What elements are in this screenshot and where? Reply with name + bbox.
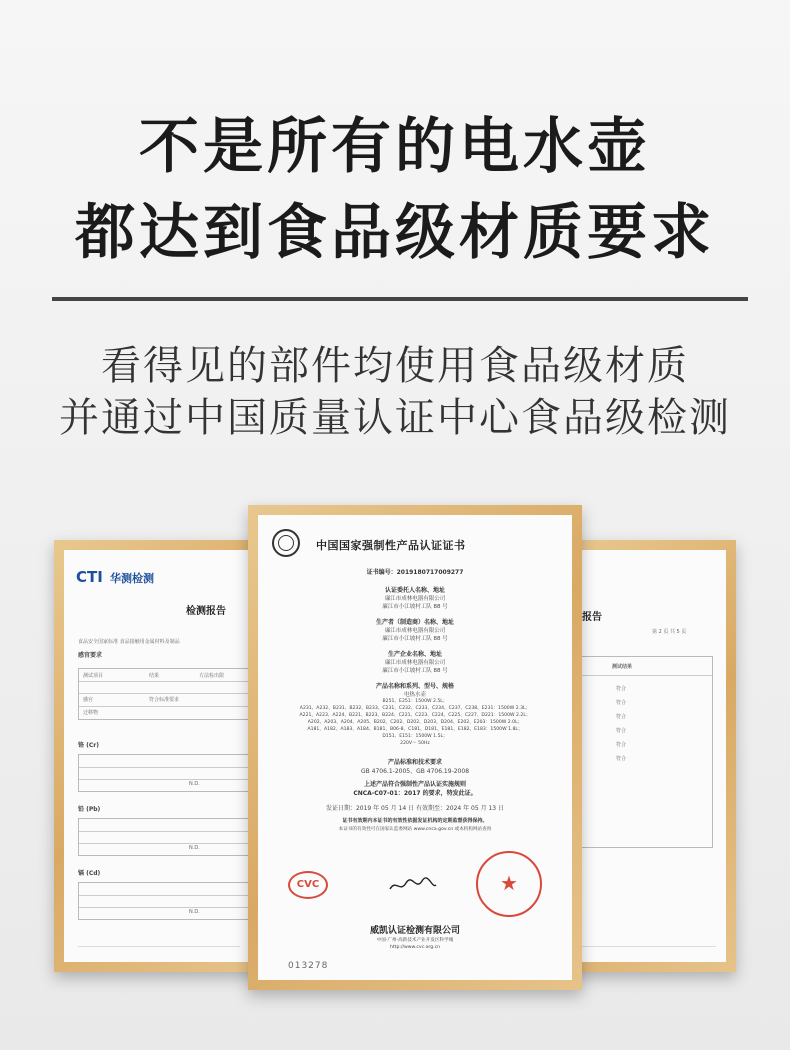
cell: 方法检出限 [199,673,225,679]
report-table-2 [78,754,250,792]
subheadline-line-2: 并通过中国质量认证中心食品级检测 [59,395,731,441]
product-models: A202、A203、A204、A205、B202、C202、D202、D203、D204、E202、E203：1500W 2.0L； [307,720,523,725]
report-cr: 铬 (Cr) [78,742,99,749]
product-models: A231、A232、B231、B232、B233、C231、C232、C233、C234、C237、C238、E231：1500W 2.3L； [299,706,531,711]
validity-note: 证书有效期内本证书的有效性依据发证机构的定期监督获得保持。 [342,818,488,824]
ccc-certificate-frame [248,505,582,990]
cell: 符合标准要求 [149,697,180,703]
report-table-3 [78,818,250,856]
footer-line [582,946,716,947]
cell: 感官 [83,697,94,703]
cti-logo-cn: 华测检测 [110,572,154,585]
product-models: B251、E251：1500W 2.5L； [382,699,448,704]
applicant-name: 廉江市成林电器有限公司 [384,596,446,602]
cell: N.D. [189,781,200,787]
verification-note: 本证书的有效性可在国家认监委网站 www.cnca.gov.cn 或本机构网站查询 [338,827,492,832]
manufacturer-label: 生产者（制造商）名称、地址 [375,619,454,626]
result-item: 符合 [616,714,627,720]
result-item: 符合 [616,686,627,692]
standard-label: 产品标准和技术要求 [387,759,442,766]
factory-address: 廉江市小江坡村工队 88 号 [382,668,448,674]
ccc-certificate [258,515,572,980]
issuer-website: http://www.cvc.org.cn [389,945,441,950]
manufacturer-address: 廉江市小江坡村工队 88 号 [382,636,448,642]
certificate-number: 证书编号：2019180717009277 [366,569,464,576]
result-item: 符合 [616,728,627,734]
certificate-title: 中国国家强制性产品认证证书 [316,539,466,552]
cell: N.D. [189,845,200,851]
product-models: D151、E151：1500W 1.5L； [382,734,448,739]
report-cd: 镉 (Cd) [78,870,101,877]
report-standard: 食品安全国家标准 食品接触用金属材料及制品 [78,639,180,645]
result-item: 符合 [616,742,627,748]
result-item: 符合 [616,756,627,762]
applicant-address: 廉江市小江坡村工队 88 号 [382,604,448,610]
cell: 结果 [149,673,160,679]
signature-icon [388,877,438,895]
report-table-1 [78,668,250,720]
rule-value: CNCA-C07-01：2017 的要求，特发此证。 [353,790,477,797]
left-test-report [64,550,254,962]
page-number: 第 2 页 共 5 页 [652,629,687,635]
subheadline-line-1: 看得见的部件均使用食品级材质 [101,343,689,389]
cell: 测试项目 [83,673,104,679]
applicant-label: 认证委托人名称、地址 [384,587,445,594]
rule-line: 上述产品符合强制性产品认证实施规则 [363,781,466,788]
results-table [582,656,713,848]
divider [52,297,748,301]
left-test-report-frame [54,540,264,972]
cvc-logo: CVC [288,871,328,899]
factory-name: 廉江市成林电器有限公司 [384,660,446,666]
certificate-serial: 013278 [288,961,329,971]
report-section: 感官要求 [78,652,103,659]
cell: N.D. [189,909,200,915]
product-name: 电热水壶 [403,692,426,698]
product-models: A181、A182、A183、A184、B181、B06-8、C181、D181、E181、E182、E183：1500W 1.8L； [307,727,523,732]
right-test-report-frame [572,540,736,972]
official-seal-icon [476,851,542,917]
issue-dates: 发证日期：2019 年 05 月 14 日 有效期至：2024 年 05 月 13 日 [325,805,505,812]
headline-line-2: 都达到食品级材质要求 [75,198,715,268]
standard-value: GB 4706.1-2005、GB 4706.19-2008 [360,768,470,775]
issuer-address: 中国·广州·高新技术产业开发区科学城 [376,938,454,943]
cell: 迁移物 [83,710,99,716]
factory-label: 生产企业名称、地址 [387,651,442,658]
report-pb: 铅 (Pb) [78,806,101,813]
product-models: A221、A223、A224、B221、B223、B224、C221、C223、C224、C225、C227、D221：1500W 2.2L； [299,713,531,718]
product-rating: 220V～ 50Hz [400,741,430,746]
report-title: 检测报告 [186,606,226,617]
product-label: 产品名称和系列、型号、规格 [375,683,454,690]
manufacturer-name: 廉江市成林电器有限公司 [384,628,446,634]
right-test-report [582,550,726,962]
result-item: 符合 [616,700,627,706]
report-table-4 [78,882,250,920]
results-header: 测试结果 [612,664,633,670]
headline-line-1: 不是所有的电水壶 [139,112,651,182]
footer-line [78,946,240,947]
cti-logo: CTI [76,568,103,586]
issuer-name: 威凯认证检测有限公司 [369,926,460,936]
right-report-title: 报告 [582,612,602,623]
ccc-logo-icon [272,529,300,557]
